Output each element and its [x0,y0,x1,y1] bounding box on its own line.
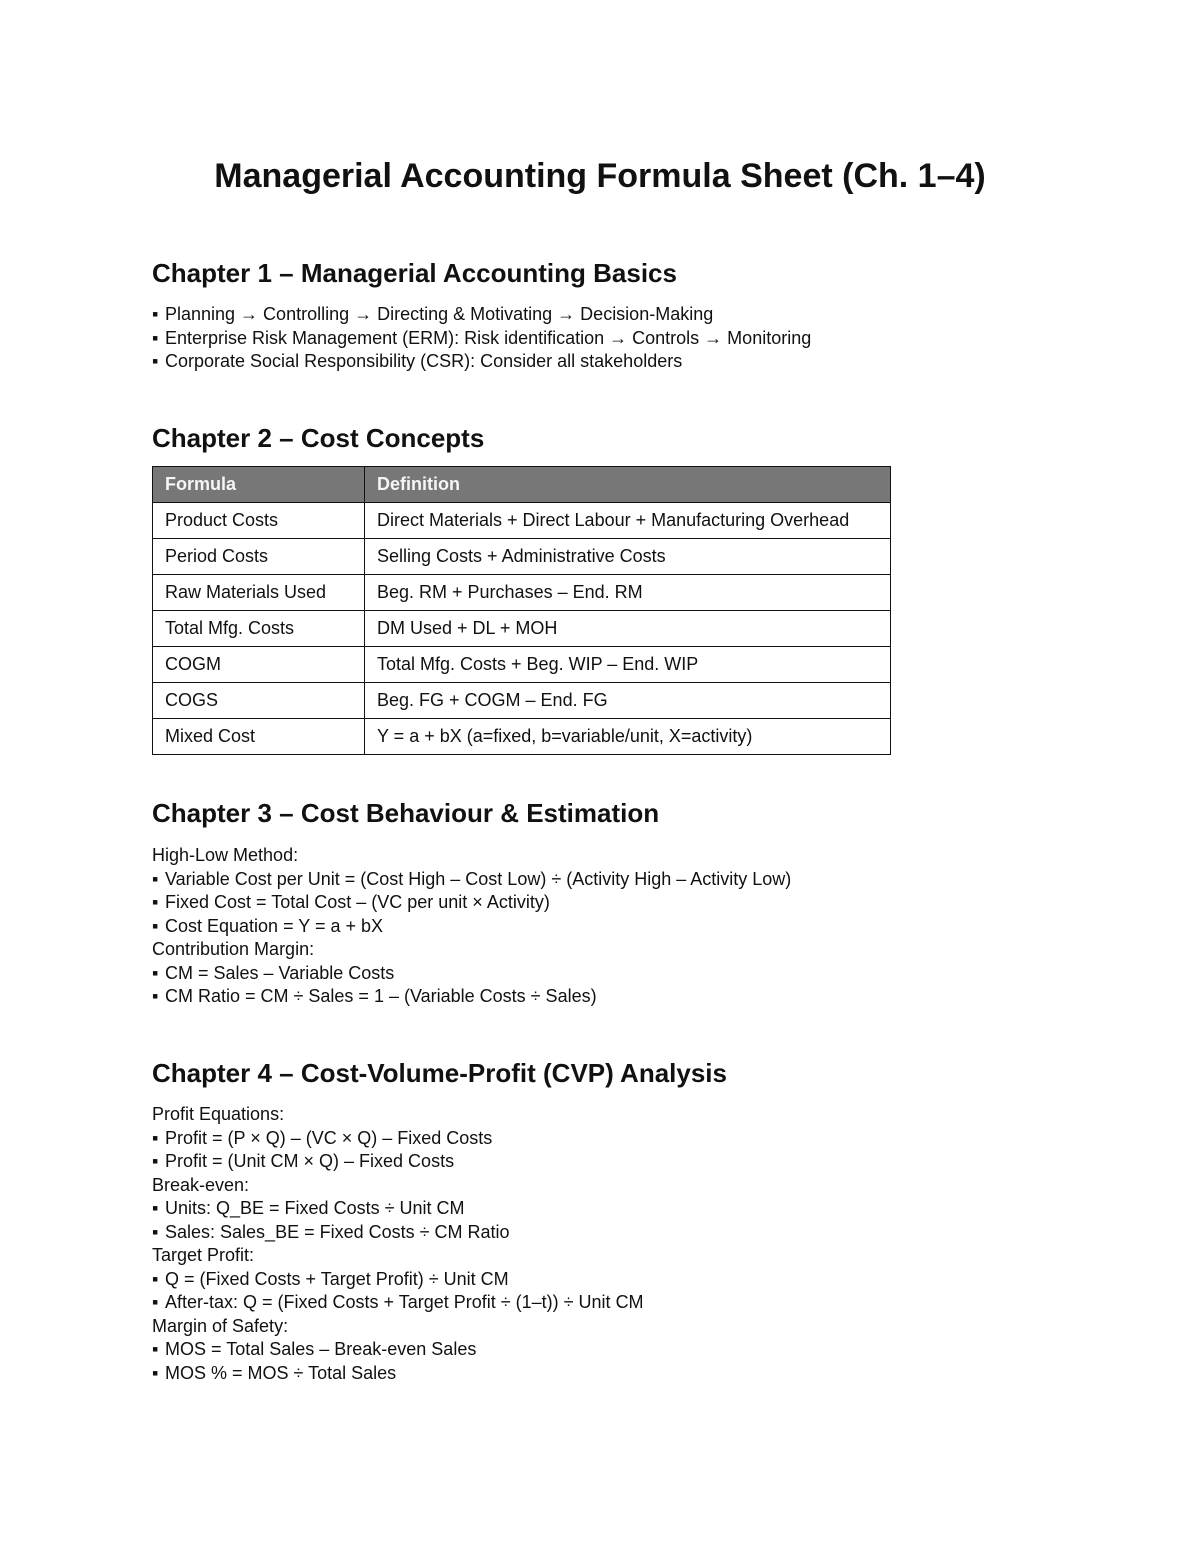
bullet-icon: ▪ [152,351,159,371]
chapter-1-heading: Chapter 1 – Managerial Accounting Basics [152,258,677,288]
bullet-icon: ▪ [152,327,159,348]
list-item: ▪ Profit = (P × Q) – (VC × Q) – Fixed Costs [152,1127,644,1151]
bullet-icon: ▪ [152,1221,159,1242]
list-item: ▪ Planning → Controlling → Directing & Motivating → Decision-Making [152,303,811,327]
table-row [153,611,891,647]
table-row [153,503,891,539]
table-row [153,539,891,575]
bullet-icon: ▪ [152,1362,159,1383]
bullet-icon: ▪ [152,1268,159,1289]
formula-cell: COGM [153,647,365,683]
list-item: ▪ CM = Sales – Variable Costs [152,962,791,986]
section-label-target-profit: Target Profit: [152,1245,255,1265]
list-item: ▪ Q = (Fixed Costs + Target Profit) ÷ Unit CM [152,1268,644,1292]
list-item: ▪ Cost Equation = Y = a + bX [152,915,791,939]
formula-cell: Mixed Cost [153,719,365,755]
bullet-icon: ▪ [152,1127,159,1148]
table-row [153,647,891,683]
page-title: Managerial Accounting Formula Sheet (Ch. 1–4) [214,157,986,195]
definition-cell: Total Mfg. Costs + Beg. WIP – End. WIP [365,647,891,683]
list-item: ▪ Corporate Social Responsibility (CSR): Consider all stakeholders [152,350,811,374]
definition-cell: Direct Materials + Direct Labour + Manufacturing Overhead [365,503,891,539]
bullet-icon: ▪ [152,868,159,889]
chapter-4-heading: Chapter 4 – Cost-Volume-Profit (CVP) Analysis [152,1058,727,1088]
list-item: ▪ Sales: Sales_BE = Fixed Costs ÷ CM Ratio [152,1221,644,1245]
list-item: ▪ CM Ratio = CM ÷ Sales = 1 – (Variable Costs ÷ Sales) [152,985,791,1009]
column-header-formula: Formula [153,467,365,503]
list-item: ▪ Profit = (Unit CM × Q) – Fixed Costs [152,1150,644,1174]
list-item: ▪ Variable Cost per Unit = (Cost High – Cost Low) ÷ (Activity High – Activity Low) [152,868,791,892]
section-label-margin-of-safety: Margin of Safety: [152,1315,289,1336]
list-item: ▪ MOS % = MOS ÷ Total Sales [152,1362,644,1386]
formula-cell: COGS [153,683,365,719]
chapter-1-list [152,303,811,374]
chapter-3-list [152,844,791,1009]
bullet-icon: ▪ [152,915,159,936]
definition-cell: Selling Costs + Administrative Costs [365,539,891,575]
list-item: ▪ Units: Q_BE = Fixed Costs ÷ Unit CM [152,1197,644,1221]
section-label-contribution-margin: Contribution Margin: [152,939,315,959]
section-label-high-low: High-Low Method: [152,845,299,865]
chapter-2-heading: Chapter 2 – Cost Concepts [152,423,485,453]
definition-cell: Beg. FG + COGM – End. FG [365,683,891,719]
formula-table [152,466,891,755]
list-item: ▪ MOS = Total Sales – Break-even Sales [152,1338,644,1362]
bullet-icon: ▪ [152,892,159,912]
table-row [153,575,891,611]
bullet-icon: ▪ [152,1198,159,1218]
chapter-3-heading: Chapter 3 – Cost Behaviour & Estimation [152,798,660,828]
table-row [153,683,891,719]
list-item: ▪ Fixed Cost = Total Cost – (VC per unit × Activity) [152,891,791,915]
section-label-profit-equations: Profit Equations: [152,1104,285,1124]
definition-cell: Beg. RM + Purchases – End. RM [365,575,891,611]
bullet-icon: ▪ [152,1339,159,1359]
section-label-break-even: Break-even: [152,1174,250,1195]
table-row [153,719,891,755]
definition-cell: DM Used + DL + MOH [365,611,891,647]
chapter-4-list [152,1103,644,1385]
definition-cell: Y = a + bX (a=fixed, b=variable/unit, X=activity) [365,719,891,755]
bullet-icon: ▪ [152,1292,159,1312]
list-item: ▪ Enterprise Risk Management (ERM): Risk identification → Controls → Monitoring [152,327,811,351]
bullet-icon: ▪ [152,304,159,324]
table-header-row [153,467,891,503]
formula-cell: Period Costs [153,539,365,575]
formula-cell: Raw Materials Used [153,575,365,611]
formula-cell: Product Costs [153,503,365,539]
bullet-icon: ▪ [152,1151,159,1171]
column-header-definition: Definition [365,467,891,503]
formula-cell: Total Mfg. Costs [153,611,365,647]
bullet-icon: ▪ [152,962,159,983]
list-item: ▪ After-tax: Q = (Fixed Costs + Target Profit ÷ (1–t)) ÷ Unit CM [152,1291,644,1315]
bullet-icon: ▪ [152,986,159,1006]
